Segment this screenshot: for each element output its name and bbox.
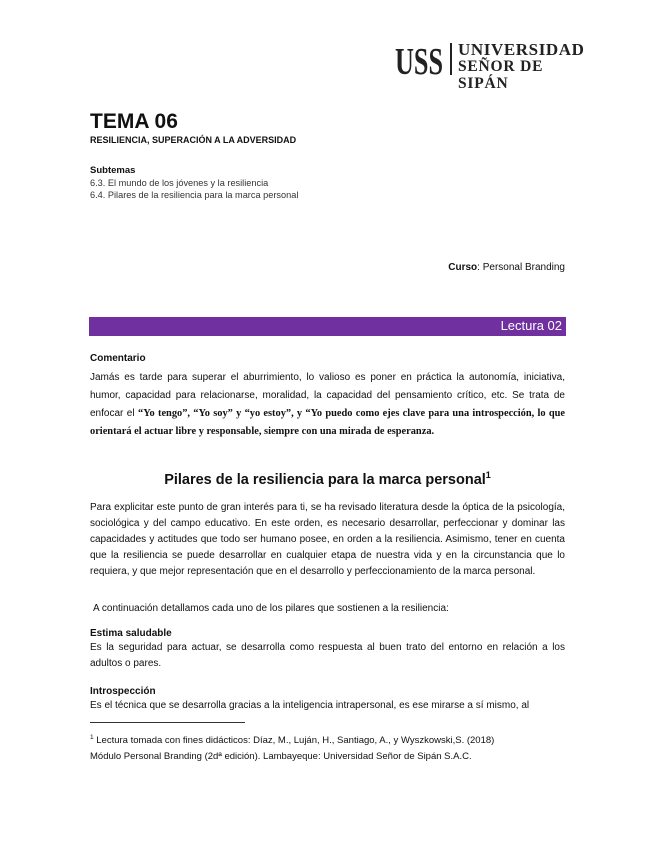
logo-divider: [450, 43, 452, 75]
lectura-banner: [89, 317, 566, 336]
footnote-number: 1: [90, 734, 94, 741]
subtema-item: 6.3. El mundo de los jóvenes y la resiliencia: [90, 178, 269, 188]
comentario-text-sans: Jamás es tarde para superar el aburrimiento, lo valioso es poner en práctica la autonomía, iniciativa, humor, capacidad para relacionarse, moralidad, la capacidad del pensamiento crítico, etc. Se trata de enfocar el: [90, 372, 565, 419]
logo-wordmark: [458, 41, 590, 92]
logo-mark-letters: USS: [395, 41, 443, 83]
subtemas-title: Subtemas: [90, 165, 136, 176]
section-text: Es el técnica que se desarrolla gracias a la inteligencia intrapersonal, es ese mirarse a sí mismo, al: [90, 700, 530, 711]
university-logo: [395, 40, 590, 92]
tema-subtitle: RESILIENCIA, SUPERACIÓN A LA ADVERSIDAD: [90, 135, 297, 145]
comentario-text: [90, 369, 565, 441]
lectura-label: Lectura 02: [500, 318, 562, 333]
tema-title: TEMA 06: [90, 110, 178, 133]
section-title: Estima saludable: [90, 628, 172, 639]
article-paragraph: A continuación detallamos cada uno de los pilares que sostienen a la resiliencia:: [93, 603, 449, 614]
footnote-text-1: Lectura tomada con fines didácticos: Díaz, M., Luján, H., Santiago, A., y Wyszkowski,S. (2018): [93, 735, 495, 747]
subtema-item: 6.4. Pilares de la resiliencia para la marca personal: [90, 190, 299, 200]
comentario-text-serif: “Yo tengo”, “Yo soy” y “yo estoy”, y “Yo puedo como ejes clave para una introspección, lo que orientará el actuar libre y responsable, siempre con una mirada de esperanza.: [90, 408, 565, 437]
article-heading: [90, 470, 565, 488]
course-value: : Personal Branding: [477, 262, 565, 273]
footnote-line-1: [90, 730, 565, 749]
comentario-title: Comentario: [90, 353, 146, 364]
article-heading-text: Pilares de la resiliencia para la marca personal: [164, 471, 486, 488]
course-label: Curso: [448, 262, 478, 273]
article-paragraph: Para explicitar este punto de gran interés para ti, se ha revisado literatura desde la óptica de la psicología, sociológica y del campo educativo. En este orden, es necesario desarrollar, perfeccionar y dominar las capacidades y actitudes que todo ser humano posee, en orden a la resiliencia. Asimismo, tener en cuenta que la resiliencia se puede desarrollar en cualquier etapa de nuestra vida y en la circunstancia que lo requiera, y que mejor representación que en el desarrollo y perfeccionamiento de la marca personal.: [90, 502, 565, 577]
uss-logo-mark-icon: [395, 40, 443, 83]
logo-line-2: SEÑOR DE SIPÁN: [458, 58, 544, 92]
logo-line-1: UNIVERSIDAD: [458, 40, 585, 59]
footnote-reference: 1: [485, 470, 491, 480]
footnote-line-2: Módulo Personal Branding (2dª edición). Lambayeque: Universidad Señor de Sipán S.A.C.: [90, 751, 472, 763]
course-line: [448, 262, 565, 273]
footnote: [90, 730, 565, 765]
footnote-divider: [90, 722, 245, 723]
section-title: Introspección: [90, 686, 156, 697]
section-text: Es la seguridad para actuar, se desarrolla como respuesta al buen trato del entorno en relación a los adultos o pares.: [90, 642, 565, 669]
